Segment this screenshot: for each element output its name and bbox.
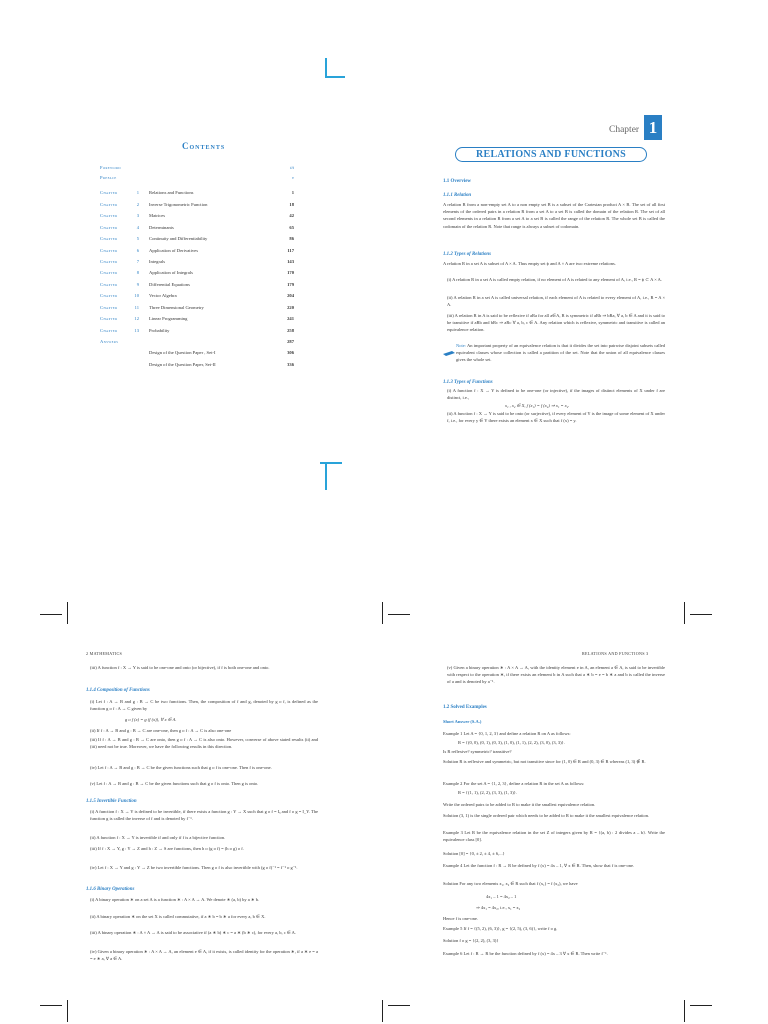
- subsection-heading: 1.1.6 Binary Operations: [86, 887, 135, 892]
- note-label: Note:: [456, 343, 466, 348]
- paragraph: A relation R in a set A is subset of A × A. Thus empty set ϕ and A × A are two extreme relations.: [443, 261, 616, 266]
- registration-mark-top: [325, 58, 327, 78]
- formula: x₁ , x₂ ∈ X, f (x₁) = f (x₂) ⇒ x₁ = x₂.: [505, 403, 570, 408]
- toc-chapter-number: 6: [136, 248, 139, 253]
- paragraph: (iii) A function f : X → Y is said to be one-one and onto (or bijective), if f is both one-one and onto.: [90, 665, 270, 670]
- crop-mark: [690, 614, 712, 615]
- toc-page: 258: [287, 328, 294, 333]
- paragraph: Short Answer (S.A.): [443, 719, 482, 724]
- toc-title: Application of Derivatives: [149, 248, 198, 253]
- paragraph: Example 5 If f = {(5, 2), (6, 3)}, g = {(2, 5), (3, 6)}, write f o g.: [443, 926, 558, 931]
- pencil-icon: [443, 343, 455, 348]
- toc-page: 204: [287, 293, 294, 298]
- paragraph: Example 6 Let f : R → R be the function defined by f (x) = 4x – 3 ∀ x ∈ R. Then write f⁻¹.: [443, 951, 608, 956]
- toc-label: Chapter: [100, 248, 118, 253]
- toc-label: Foreword: [100, 165, 121, 170]
- toc-page: 143: [287, 259, 294, 264]
- toc-title: Three Dimensional Geometry: [149, 305, 204, 310]
- paragraph: Solution [0] = {0, ± 2, ± 4, ± 6,...}: [443, 851, 505, 856]
- paragraph: Example 4 Let the function f : R → R be defined by f (x) = 4x – 1, ∀ x ∈ R. Then, show that f is one-one.: [443, 863, 635, 868]
- page-header: 2 MATHEMATICS: [86, 651, 123, 656]
- paragraph: (ii) If f : A → B and g : B → C are one-one, then g o f : A → C is also one-one: [90, 728, 232, 733]
- paragraph: (iii) A binary operation ∗ : A × A → A is said to be associative if (a ∗ b) ∗ c = a ∗ (b ∗ c), for every a, b, c ∈ A.: [90, 930, 297, 935]
- toc-row[interactable]: [100, 305, 294, 315]
- toc-title: Vector Algebra: [149, 293, 177, 298]
- toc-chapter-number: 7: [136, 259, 139, 264]
- crop-mark: [382, 1000, 383, 1022]
- paragraph: 4x₁ – 1 = 4x₂ – 1: [486, 894, 517, 899]
- toc-row[interactable]: [100, 225, 294, 235]
- paragraph: Hence f is one-one.: [443, 916, 478, 921]
- crop-mark: [40, 1005, 62, 1006]
- toc-row[interactable]: [100, 190, 294, 200]
- toc-title: Probability: [149, 328, 170, 333]
- crop-mark: [690, 1005, 712, 1006]
- toc-chapter-number: 1: [136, 190, 139, 195]
- toc-row[interactable]: [100, 350, 294, 360]
- toc-label: Chapter: [100, 213, 118, 218]
- toc-chapter-number: 13: [134, 328, 139, 333]
- toc-title: Linear Programming: [149, 316, 188, 321]
- toc-title: Design of the Question Paper, Set-II: [149, 362, 216, 367]
- subsection-heading: 1.1.1 Relation: [443, 193, 472, 198]
- paragraph: Solution For any two elements x₁, x₂ ∈ R such that f (x₁) = f (x₂), we have: [443, 881, 578, 886]
- paragraph: (iv) Given a binary operation ∗ : A × A → A, an element e ∈ A, if it exists, is called identity for the operation ∗, if a ∗ e = a = e ∗ a, ∀ a ∈ A.: [90, 949, 318, 962]
- crop-mark: [684, 602, 685, 624]
- contents-title: Contents: [182, 141, 226, 151]
- chapter-number: 1: [644, 115, 662, 140]
- toc-row[interactable]: [100, 293, 294, 303]
- toc-row[interactable]: [100, 328, 294, 338]
- paragraph: (ii) A function f : X → Y is invertible if and only if f is a bijective function.: [90, 835, 226, 840]
- toc-label: Chapter: [100, 259, 118, 264]
- paragraph: Solution R is reflexive and symmetric, but not transitive since for (1, 0) ∈ R and (0, 3) ∈ R whereas (1, 3) ∉ R.: [443, 759, 646, 764]
- toc-title: Inverse Trigonometric Function: [149, 202, 208, 207]
- page-header: RELATIONS AND FUNCTIONS 3: [582, 651, 649, 656]
- toc-chapter-number: 2: [136, 202, 139, 207]
- registration-mark-top-h: [325, 76, 345, 78]
- crop-mark: [382, 602, 383, 624]
- list-item: (ii) A function f : X → Y is said to be onto (or surjective), if every element of Y is the image of some element of X under f, i.e., for every y ∈ Y there exists an element x ∈ X such that f (x) = y.: [447, 411, 665, 424]
- crop-mark: [684, 1000, 685, 1022]
- registration-mark-mid-h: [320, 462, 342, 464]
- paragraph: Example 2 For the set A = {1, 2, 3}, define a relation R in the set A as follows:: [443, 781, 585, 786]
- list-item: (i) A function f : X → Y is defined to be one-one (or injective), if the images of distinct elements of X under f are distinct, i.e.,: [447, 388, 665, 401]
- toc-page: 241: [287, 316, 294, 321]
- paragraph: (v) Given a binary operation ∗ : A × A → A, with the identity element e in A, an element a ∈ A, is said to be invertible with respect to the operation ∗, if there exists an element b in A such that a ∗ b = e = b ∗ a and b is called the inverse of a and is denoted by a⁻¹.: [447, 665, 665, 685]
- list-item: (i) A relation R in a set A is called empty relation, if no element of A is related to any element of A, i.e., R = ϕ ⊂ A × A.: [447, 277, 663, 282]
- toc-label: Chapter: [100, 225, 118, 230]
- toc-label: Chapter: [100, 270, 118, 275]
- toc-title: Relations and Functions: [149, 190, 194, 195]
- toc-chapter-number: 10: [134, 293, 139, 298]
- toc-row[interactable]: [100, 213, 294, 223]
- registration-mark-mid: [325, 462, 327, 490]
- toc-page: iii: [290, 165, 294, 170]
- crop-mark: [40, 614, 62, 615]
- toc-row[interactable]: [100, 259, 294, 269]
- toc-label: Chapter: [100, 282, 118, 287]
- toc-label: Chapter: [100, 236, 118, 241]
- crop-mark: [388, 1005, 410, 1006]
- toc-label: Chapter: [100, 305, 118, 310]
- toc-chapter-number: 8: [136, 270, 139, 275]
- toc-label: Chapter: [100, 328, 118, 333]
- toc-page: 336: [287, 362, 294, 367]
- paragraph: Write the ordered pairs to be added to R to make it the smallest equivalence relation.: [443, 802, 596, 807]
- toc-chapter-number: 3: [136, 213, 139, 218]
- toc-page: 306: [287, 350, 294, 355]
- toc-row[interactable]: [100, 362, 294, 372]
- toc-title: Application of Integrals: [149, 270, 193, 275]
- crop-mark: [388, 614, 410, 615]
- chapter-title: RELATIONS AND FUNCTIONS: [455, 147, 647, 162]
- paragraph: (iv) Let f : X → Y and g : Y → Z be two invertible functions. Then g o f is also invertible with (g o f)⁻¹ = f⁻¹ o g⁻¹.: [90, 865, 298, 870]
- crop-mark: [67, 1000, 68, 1022]
- subsection-heading: 1.1.2 Types of Relations: [443, 252, 492, 257]
- paragraph: (v) Let f : A → B and g : B → C be the given functions such that g o f is onto. Then g is onto.: [90, 781, 259, 786]
- toc-label: Chapter: [100, 202, 118, 207]
- toc-chapter-number: 12: [134, 316, 139, 321]
- paragraph: R = {(0, 0), (0, 1), (0, 3), (1, 0), (1, 1), (2, 2), (3, 0), (3, 3)}.: [458, 740, 565, 745]
- note: [456, 342, 665, 364]
- paragraph: ⇒ 4x₁ = 4x₂, i.e., x₁ = x₂: [476, 905, 521, 910]
- toc-title: Design of the Question Paper , Set-I: [149, 350, 216, 355]
- toc-row[interactable]: [100, 316, 294, 326]
- paragraph: R = {(1, 1), (2, 2), (3, 3), (1, 3)}.: [458, 790, 517, 795]
- toc-label: Chapter: [100, 293, 118, 298]
- toc-page: 86: [289, 236, 294, 241]
- subsection-heading: 1.1.5 Invertible Function: [86, 799, 137, 804]
- toc-page: 1: [291, 190, 294, 195]
- note-text: An important property of an equivalence relation is that it divides the set into pairwise disjoint subsets called equivalent classes whose collection is called a partition of the set. Note that the union of all equivalence classes gives the whole set.: [456, 343, 665, 363]
- toc-chapter-number: 4: [136, 225, 139, 230]
- section-heading: 1.1 Overview: [443, 179, 472, 184]
- toc-page: 170: [287, 270, 294, 275]
- toc-label: Chapter: [100, 316, 118, 321]
- toc-row[interactable]: [100, 282, 294, 292]
- crop-mark: [67, 602, 68, 624]
- toc-page: 179: [287, 282, 294, 287]
- toc-row[interactable]: [100, 175, 294, 185]
- toc-label: Answers: [100, 339, 119, 344]
- subsection-heading: 1.1.4 Composition of Functions: [86, 688, 150, 693]
- paragraph: (iii) If f : X → Y, g : Y → Z and h : Z → S are functions, then h o (g o f) = (h o g) o f.: [90, 846, 244, 851]
- section-heading: 1.2 Solved Examples: [443, 705, 487, 710]
- paragraph: (i) A function f : X → Y is defined to be invertible, if there exists a function g : Y → X such that g o f = Iₓ and f o g = I_Y. The function g is called the inverse of f and is denoted by f⁻¹.: [90, 809, 318, 822]
- toc-row[interactable]: [100, 165, 294, 175]
- toc-chapter-number: 5: [136, 236, 139, 241]
- paragraph: A relation R from a non-empty set A to a non empty set B is a subset of the Cartesian product A × B. The set of all first elements of the ordered pairs in a relation R from a set A to a set B is called the domain of the relation R. The set of all second elements in a relation R from a set A to a set B is called the range of the relation R. The whole set B is called the codomain of the relation R. Note that range is always a subset of codomain.: [443, 202, 665, 229]
- toc-row[interactable]: [100, 236, 294, 246]
- toc-title: Determinants: [149, 225, 174, 230]
- paragraph: Solution f o g = {(2, 2), (3, 3)}: [443, 938, 499, 943]
- subsection-heading: 1.1.3 Types of Functions: [443, 380, 493, 385]
- toc-page: 42: [289, 213, 294, 218]
- paragraph: (iv) Let f : A → B and g : B → C be the given functions such that g o f is one-one. Then f is one-one.: [90, 765, 272, 770]
- toc-row[interactable]: [100, 270, 294, 280]
- paragraph: (ii) A binary operation ∗ on the set X is called commutative, if a ∗ b = b ∗ a for every a, b ∈ X.: [90, 914, 266, 919]
- toc-row[interactable]: [100, 248, 294, 258]
- toc-title: Differential Equations: [149, 282, 190, 287]
- paragraph: Solution (3, 1) is the single ordered pair which needs to be added to R to make it the smallest equivalence relation.: [443, 813, 650, 818]
- paragraph: (i) A binary operation ∗ on a set A is a function ∗ : A × A → A. We denote ∗ (a, b) by a ∗ b.: [90, 897, 260, 902]
- toc-chapter-number: 11: [134, 305, 139, 310]
- paragraph: g o f (x) = g (f (x)), ∀ x ∈ A.: [125, 717, 177, 722]
- paragraph: (i) Let f : A → B and g : B → C be two functions. Then, the composition of f and g, denoted by g o f, is defined as the function g o f : A → C given by: [90, 699, 318, 712]
- chapter-label: Chapter: [609, 125, 640, 135]
- list-item: (iii) A relation R in A is said to be reflexive if aRa for all a∈A, R is symmetric if aRb ⇒ bRa, ∀ a, b ∈ A and it is said to be transitive if aRb and bRc ⇒ aRc ∀ a, b, c ∈ A. Any relation which is reflexive, symmetric and transitive is called an equivalence relation.: [447, 313, 665, 333]
- toc-chapter-number: 9: [136, 282, 139, 287]
- toc-title: Matrices: [149, 213, 166, 218]
- toc-row[interactable]: [100, 339, 294, 349]
- toc-page: 18: [289, 202, 294, 207]
- toc-title: Integrals: [149, 259, 166, 264]
- toc-row[interactable]: [100, 202, 294, 212]
- toc-title: Continuity and Differentiability: [149, 236, 208, 241]
- list-item: (ii) A relation R in a set A is called universal relation, if each element of A is related to every element of A, i.e., R = A × A.: [447, 295, 665, 308]
- toc-label: Chapter: [100, 190, 118, 195]
- toc-page: 220: [287, 305, 294, 310]
- paragraph: Is R reflexive? symmetric? transitive?: [443, 749, 512, 754]
- toc-page: 287: [287, 339, 294, 344]
- paragraph: Example 3 Let R be the equivalence relation in the set Z of integers given by R = {(a, b) : 2 divides a – b}. Write the equivalence class [0].: [443, 830, 665, 843]
- toc-page: 65: [289, 225, 294, 230]
- paragraph: (iii) If f : A → B and g : B → C are onto, then g o f : A → C is also onto. However, converse of above stated results (ii) and (iii) need not be true. Moreover, we have the following results in this direction.: [90, 737, 318, 750]
- toc-page: v: [291, 175, 294, 180]
- paragraph: Example 1 Let A = {0, 1, 2, 3} and define a relation R on A as follows:: [443, 731, 571, 736]
- toc-page: 117: [287, 248, 294, 253]
- toc-label: Preface: [100, 175, 117, 180]
